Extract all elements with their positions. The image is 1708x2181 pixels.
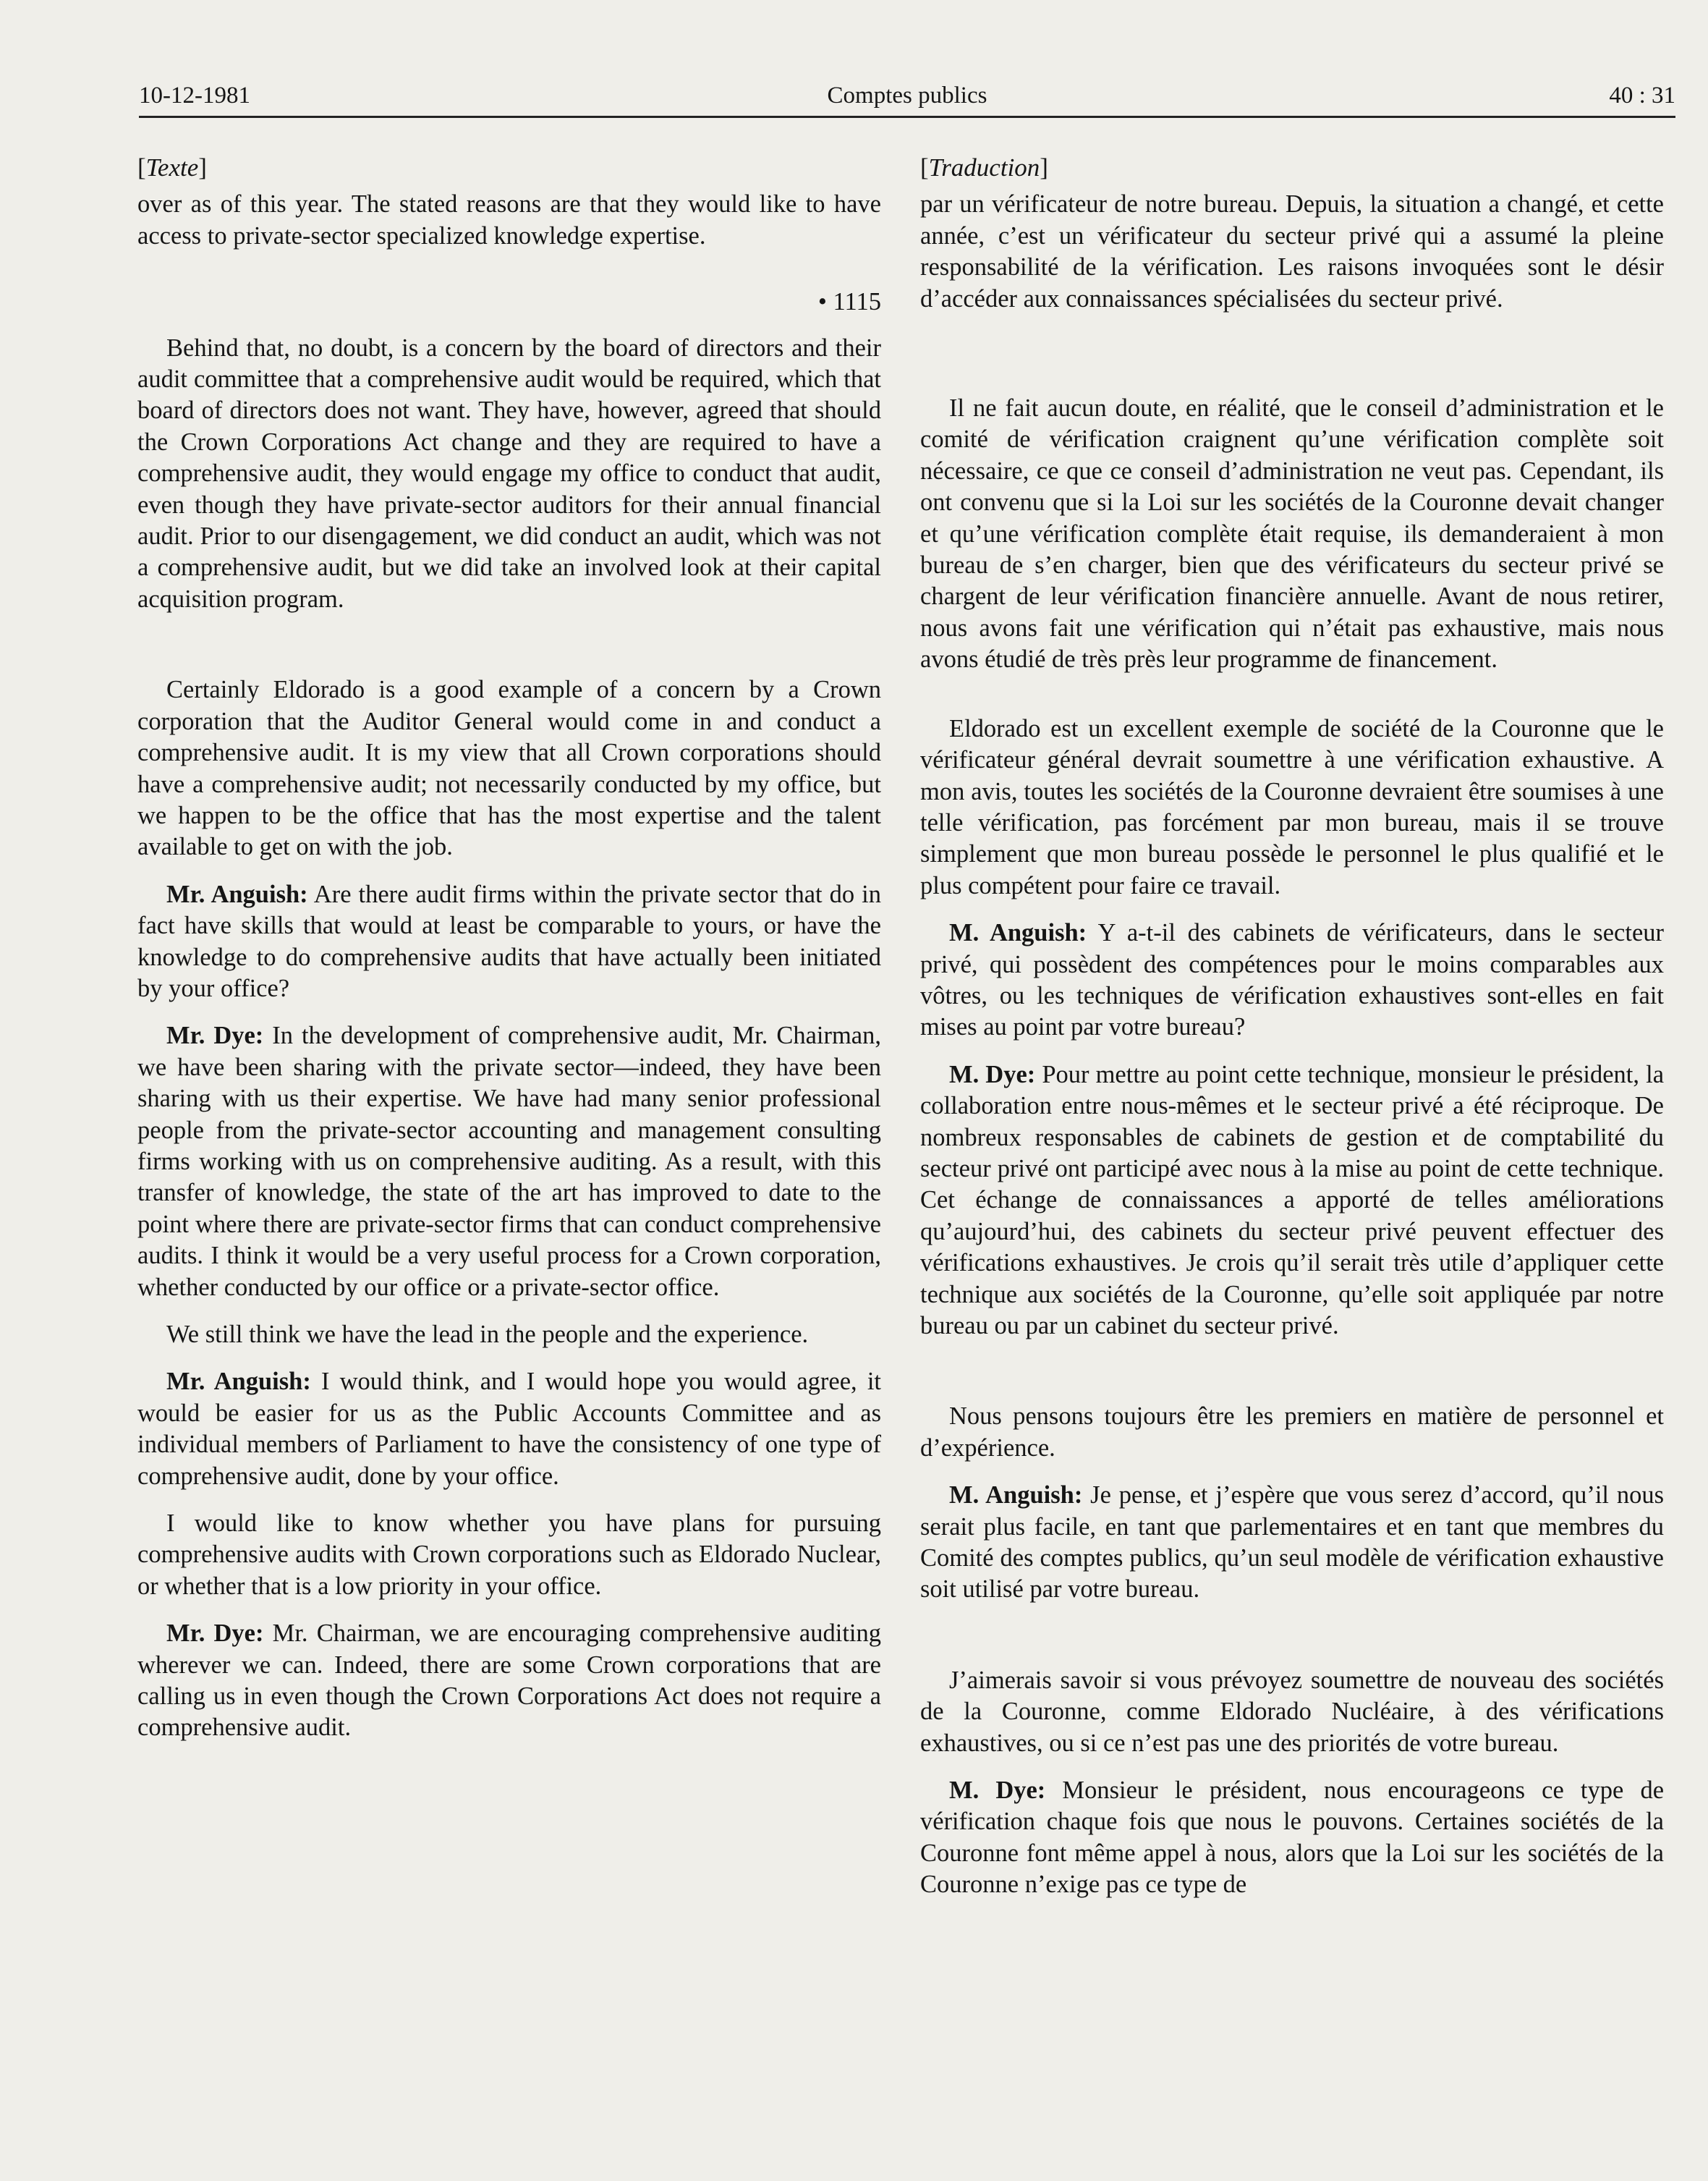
speech-text: In the development of comprehensive audit, Mr. Chairman, we have been sharing with the private sector—indeed, they have been sharing with us their expertise. We have had many senior professional people from the private-sector accounting and management consulting firms working with us on comprehensive auditing. As a result, with this transfer of knowledge, the state of the art has improved to date to the point where there are private-sector firms that can conduct comprehensive audits. I think it would be a very useful process for a Crown corporation, whether conducted by our office or a private-sector office. [137,1022,881,1301]
page-header [139,78,1675,118]
en-paragraph [137,1618,881,1744]
speech-text: Y a-t-il des cabinets de vérificateurs, dans le secteur privé, qui possèdent des compétences pour le moins comparables aux vôtres, ou les techniques de vérification exhaustives sont-elles en fait mises au point par votre bureau? [920,919,1664,1041]
en-paragraph: Certainly Eldorado is a good example of a concern by a Crown corporation that the Auditor General would come in and conduct a comprehensive audit. It is my view that all Crown corporations should have a comprehensive audit; not necessarily conducted by my office, but we happen to be the office that has the most expertise and the talent available to get on with the job. [137,676,881,861]
speaker-name: M. Anguish: [949,919,1087,947]
en-paragraph [137,879,881,1005]
en-paragraph: Behind that, no doubt, is a concern by the board of directors and their audit committee that a comprehensive audit would be required, which that board of directors does not want. They have, however, agreed that should the Crown Corporations Act change and they are required to have a comprehensive audit, they would engage my office to conduct that audit, even though they have private-sector auditors for their annual financial audit. Prior to our disengagement, we did conduct an audit, which was not a comprehensive audit, but we did take an involved look at their capital acquisition program. [137,334,881,613]
fr-paragraph: par un vérificateur de notre bureau. Depuis, la situation a changé, et cette année, c’est un vérificateur du secteur privé qui a assumé la pleine responsabilité de la vérification. Les raisons invoquées sont le désir d’accéder aux connaissances spécialisées du secteur privé. [920,190,1664,313]
speech-text: Monsieur le président, nous encourageons ce type de vérification chaque fois que nous le pouvons. Certaines sociétés de la Couronne font même appel à nous, alors que la Loi sur les sociétés de la Couronne n’exige pas ce type de [920,1776,1665,1899]
header-title: Comptes publics [827,82,987,109]
speaker-name: Mr. Anguish: [166,1368,311,1396]
fr-paragraph: Nous pensons toujours être les premiers en matière de personnel et d’expérience. [920,1402,1664,1462]
french-column-label: [Traduction] [920,153,1048,182]
french-column [920,152,1664,1901]
fr-paragraph [920,1775,1664,1901]
speech-text: Mr. Chairman, we are encouraging comprehensive auditing wherever we can. Indeed, there are some Crown corporations that are calling us in even though the Crown Corporations Act does not require a comprehensive audit. [137,1619,881,1742]
header-page-number: 40 : 31 [1609,82,1675,109]
speaker-name: M. Dye: [949,1060,1036,1088]
en-paragraph [137,1366,881,1492]
header-date: 10-12-1981 [139,82,250,109]
speech-text: I would think, and I would hope you would agree, it would be easier for us as the Public Accounts Committee and as individual members of Parliament to have the consistency of one type of comprehensive audit, done by your office. [137,1368,881,1490]
speech-text: Je pense, et j’espère que vous serez d’accord, qu’il nous serait plus facile, en tant que parlementaires et en tant que membres du Comité des comptes publics, qu’un seul modèle de vérification exhaustive soit utilisé par votre bureau. [920,1481,1664,1604]
en-paragraph [137,1020,881,1303]
fr-paragraph: Eldorado est un excellent exemple de société de la Couronne que le vérificateur général devrait soumettre à une vérification exhaustive. A mon avis, toutes les sociétés de la Couronne devraient être soumises à une telle vérification, pas forcément par mon bureau, mais il se trouve simplement que mon bureau possède le personnel le plus qualifié et le plus compétent pour faire ce travail. [920,714,1664,899]
time-marker: • 1115 [817,288,881,316]
english-column [137,152,881,1744]
speaker-name: Mr. Anguish: [166,880,308,908]
fr-paragraph [920,1480,1664,1606]
fr-paragraph [920,1059,1664,1342]
english-label-text: Texte [145,153,199,182]
speaker-name: M. Dye: [949,1776,1046,1805]
french-label-text: Traduction [928,153,1040,182]
fr-paragraph [920,918,1664,1043]
fr-paragraph: J’aimerais savoir si vous prévoyez soumettre de nouveau des sociétés de la Couronne, comme Eldorado Nucléaire, à des vérifications exhaustives, ou si ce n’est pas une des priorités de votre bureau. [920,1666,1664,1757]
speech-text: Are there audit firms within the private sector that do in fact have skills that would at least be comparable to yours, or have the knowledge to do comprehensive audits that have actually been initiated by your office? [137,880,881,1002]
speech-text: Pour mettre au point cette technique, monsieur le président, la collaboration entre nous-mêmes et le secteur privé a été réciproque. De nombreux responsables de cabinets de gestion et de comptabilité du secteur privé ont participé avec nous à la mise au point de cette technique. Cet échange de connaissances a apporté de telles améliorations qu’aujourd’hui, des cabinets du secteur privé peuvent effectuer des vérifications exhaustives. Je crois qu’il serait très utile d’appliquer cette technique aux sociétés de la Couronne, qu’elle soit appliquée par notre bureau ou par un cabinet du secteur privé. [920,1060,1665,1339]
en-paragraph: I would like to know whether you have plans for pursuing comprehensive audits with Crown corporations such as Eldorado Nuclear, or whether that is a low priority in your office. [137,1509,881,1600]
en-paragraph: over as of this year. The stated reasons are that they would like to have access to private-sector specialized knowledge expertise. [137,190,881,250]
fr-paragraph: Il ne fait aucun doute, en réalité, que le conseil d’administration et le comité de vérification craignent qu’une vérification complète soit nécessaire, ce que ce conseil d’administration ne veut pas. Cependant, ils ont convenu que si la Loi sur les sociétés de la Couronne devait changer et qu’une vérification complète était requise, ils demanderaient à mon bureau de s’en charger, bien que des vérificateurs du secteur privé se chargent de leur vérification financière annuelle. Avant de nous retirer, nous avons fait une vérification qui n’était pas exhaustive, mais nous avons étudié de très près leur programme de financement. [920,394,1664,674]
english-column-label: [Texte] [137,153,207,182]
speaker-name: M. Anguish: [949,1481,1083,1509]
speaker-name: Mr. Dye: [166,1619,264,1648]
speaker-name: Mr. Dye: [166,1022,264,1050]
en-paragraph: We still think we have the lead in the people and the experience. [166,1321,809,1348]
